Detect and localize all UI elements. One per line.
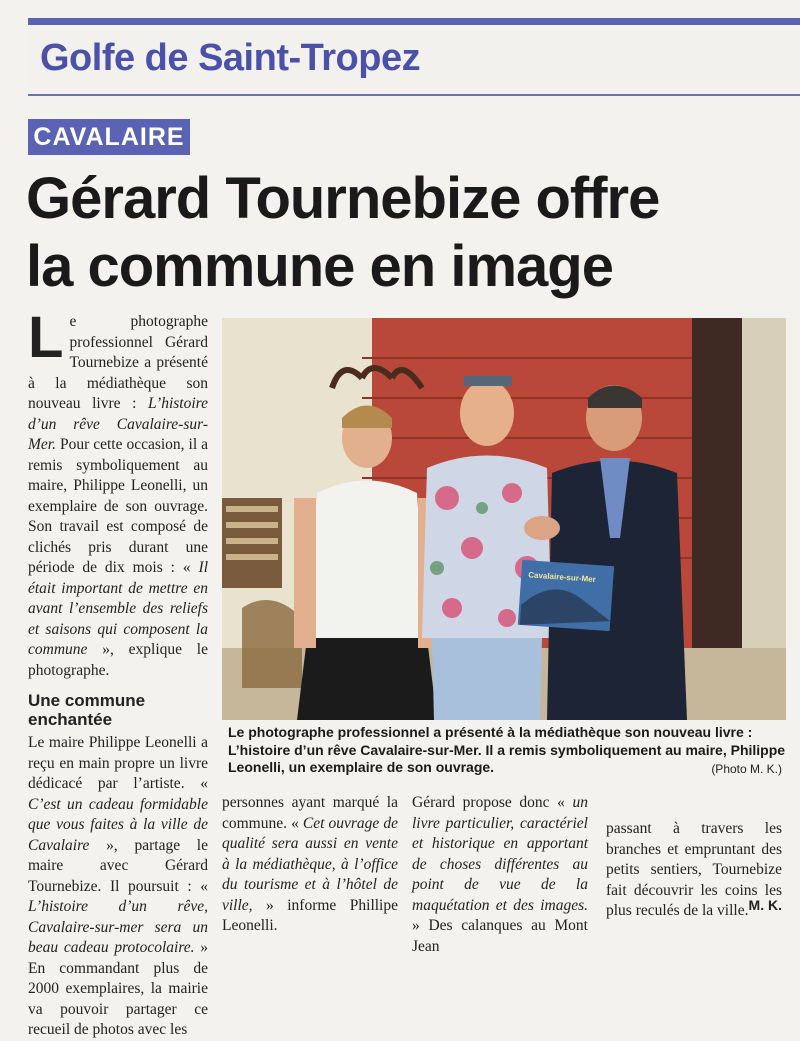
text-run: personnes ayant marqué la commune. « [222, 794, 398, 832]
quote-italic: L’histoire d’un rêve, Cavalaire-sur-mer sera un beau cadeau protocolaire. [28, 898, 208, 956]
headline [26, 165, 800, 301]
drop-cap: L [28, 305, 64, 370]
photo-caption: Le photographe professionnel a présenté à la médiathèque son nouveau livre : L’histoire d’un rêve Cavalaire-sur-Mer. Il a remis symboliquement au maire, Philippe Leonelli, un exemplaire de son ouvrage. [228, 724, 786, 775]
text-run: », explique le photographe. [28, 641, 208, 679]
book-title-italic: L’histoire d’un rêve Cavalaire-sur-Mer. [28, 395, 208, 453]
subheading: Une commune enchantée [28, 691, 146, 729]
quote-italic: un livre particulier, caractériel et historique en apportant de choses différentes au point de vue de la maquétation et des images. [412, 794, 588, 914]
text-run: e photographe professionnel Gérard Tournebize a présenté à la médiathèque son nouveau livre : [28, 313, 208, 412]
article-column-2 [222, 793, 398, 937]
quote-italic: C’est un cadeau formidable que vous faites à la ville de Cavalaire [28, 795, 208, 854]
text-run: », partage le maire avec Gérard Tournebize. Il poursuit : « [28, 836, 208, 895]
text-run: » informe Phillipe Leonelli. [222, 896, 398, 934]
section-title: Golfe de Saint-Tropez [40, 37, 421, 79]
article-column-3 [412, 793, 588, 957]
text-run: » En commandant plus de 2000 exemplaires, la mairie va pouvoir partager ce recueil de photos avec les [28, 939, 209, 1038]
book-cover-title: Cavalaire-sur-Mer [528, 570, 597, 585]
photo-credit: (Photo M. K.) [711, 762, 782, 776]
text-run: Gérard propose donc « [412, 794, 573, 811]
article-photo [222, 318, 786, 720]
headline-line-2: la commune en image [26, 234, 613, 299]
quote-italic: Cet ouvrage de qualité sera aussi en vente à la médiathèque, à l’office du tourisme et à l’hôtel de ville, [222, 814, 398, 914]
headline-line-1: Gérard Tournebize offre [26, 166, 660, 231]
quote-italic: Il était important de mettre en avant l’ensemble des reliefs et saisons qui composent la commune [28, 559, 208, 658]
article-column-1 [28, 305, 209, 1041]
town-rubric: CAVALAIRE [28, 119, 190, 155]
photo-illustration [222, 318, 786, 720]
section-header [28, 18, 800, 96]
article-column-4: passant à travers les branches et empruntant des petits sentiers, Tournebize fait découvrir les coins les plus reculés de la ville. [606, 820, 782, 919]
text-run: Pour cette occasion, il a remis symboliquement au maire, Philippe Leonelli, un exemplaire de son ouvrage. Son travail est composé de clichés pris durant une période de dix mois : « [28, 436, 208, 576]
text-run: » Des calanques au Mont Jean [412, 917, 588, 955]
author-signature: M. K. [748, 897, 782, 913]
paragraph-intro [28, 305, 208, 681]
paragraph-mayor [28, 733, 208, 1041]
text-run: Le maire Philippe Leonelli a reçu en main propre un livre dédicacé par l’artiste. « [28, 734, 208, 792]
